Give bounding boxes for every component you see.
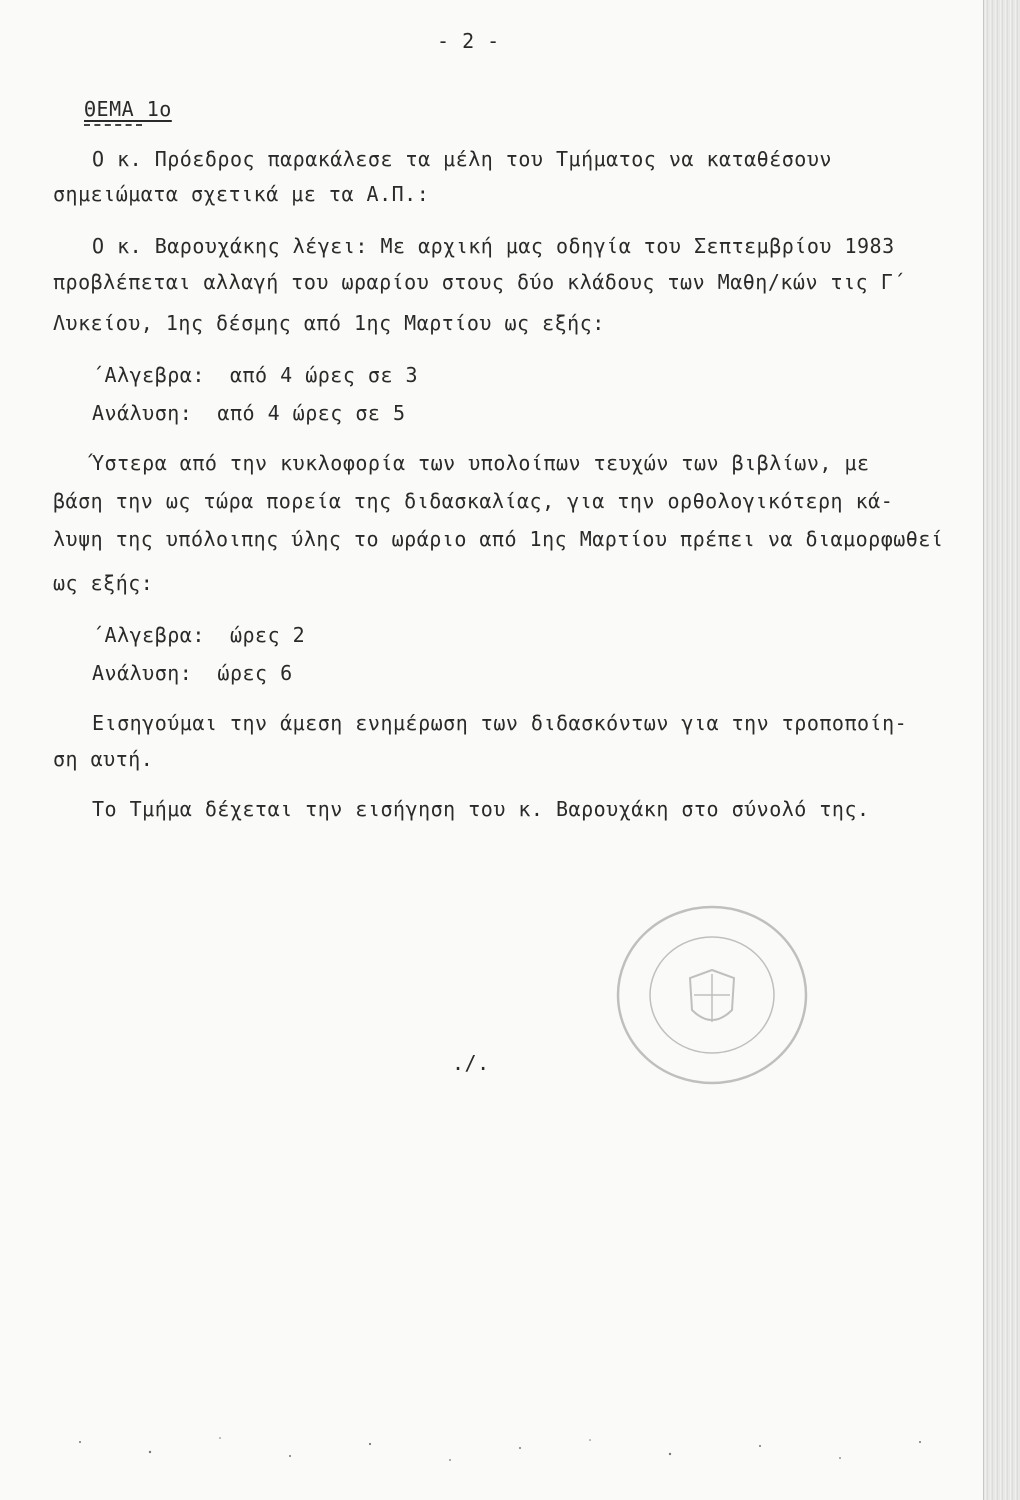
text-line: ως εξής:	[53, 571, 154, 595]
text-line: Λυκείου, 1ης δέσμης από 1ης Μαρτίου ως εξής:	[53, 311, 605, 335]
section-heading: ΘΕΜΑ 1ο	[84, 97, 172, 121]
official-seal-stamp	[612, 900, 812, 1090]
text-line: Ανάλυση: ώρες 6	[92, 661, 293, 685]
text-line: Ανάλυση: από 4 ώρες σε 5	[92, 401, 406, 425]
text-line: βάση την ως τώρα πορεία της διδασκαλίας, για την ορθολογικότερη κά-	[53, 489, 894, 513]
text-line: σημειώματα σχετικά με τα Α.Π.:	[53, 182, 430, 206]
text-line: ΄Αλγεβρα: από 4 ώρες σε 3	[92, 363, 419, 387]
text-line: Ύστερα από την κυκλοφορία των υπολοίπων τευχών των βιβλίων, με	[92, 451, 870, 475]
text-line: Εισηγούμαι την άμεση ενημέρωση των διδασκόντων για την τροποποίη-	[92, 711, 908, 735]
continuation-mark: ./.	[452, 1051, 490, 1075]
heading-underline	[84, 124, 142, 126]
text-line: Ο κ. Πρόεδρος παρακάλεσε τα μέλη του Τμήματος να καταθέσουν	[92, 147, 832, 171]
scan-noise	[60, 1430, 960, 1470]
text-line: ση αυτή.	[53, 747, 154, 771]
text-line: προβλέπεται αλλαγή του ωραρίου στους δύο κλάδους των Μαθη/κών τις Γ΄	[53, 270, 906, 294]
text-line: Ο κ. Βαρουχάκης λέγει: Με αρχική μας οδηγία του Σεπτεμβρίου 1983	[92, 234, 895, 258]
text-line: ΄Αλγεβρα: ώρες 2	[92, 623, 306, 647]
stacked-page-edges	[983, 0, 1020, 1500]
page-number: - 2 -	[437, 29, 500, 53]
text-line: Το Τμήμα δέχεται την εισήγηση του κ. Βαρουχάκη στο σύνολό της.	[92, 797, 870, 821]
text-line: λυψη της υπόλοιπης ύλης το ωράριο από 1ης Μαρτίου πρέπει να διαμορφωθεί	[53, 527, 944, 551]
